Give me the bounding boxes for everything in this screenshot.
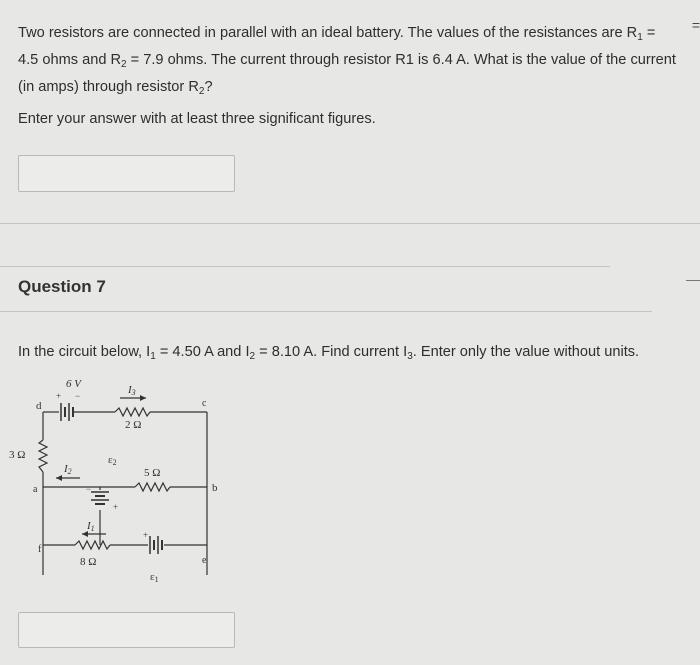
polarity-sign: +: [113, 502, 119, 512]
question-7-heading: Question 7: [18, 277, 106, 296]
resistance-label: 8 Ω: [80, 556, 97, 568]
resistor-2-ohm: [115, 408, 150, 416]
current-label: I1: [87, 520, 95, 533]
current-label: I3: [128, 384, 136, 397]
divider: [0, 223, 700, 224]
current-label: I2: [64, 463, 72, 476]
question-7-prompt: In the circuit below, $I_1 = 4.50$ A and $I_2 = 8.10$ A. Find current $I_3$. Enter only the value without units.: [18, 344, 640, 362]
resistance-label: 2 Ω: [125, 419, 142, 431]
divider: [686, 280, 700, 281]
circuit-diagram: [0, 365, 260, 595]
resistor-8-ohm: [75, 541, 110, 549]
node-label: a: [33, 484, 38, 495]
emf-label: ε1: [150, 571, 159, 584]
node-label: f: [38, 544, 42, 555]
resistor-3-ohm: [39, 440, 47, 472]
polarity-sign: −: [86, 484, 92, 494]
node-label: b: [212, 482, 218, 494]
node-label: d: [36, 400, 42, 412]
battery-label: 6 V: [66, 378, 81, 390]
cutoff-equals: =: [691, 17, 700, 33]
current-arrow: [56, 475, 62, 481]
resistance-label: 5 Ω: [144, 467, 161, 479]
answer-instruction: Enter your answer with at least three significant figures.: [18, 111, 376, 127]
current-arrow: [140, 395, 146, 401]
polarity-sign: −: [75, 391, 81, 401]
divider: [0, 311, 652, 312]
resistance-label: 3 Ω: [9, 449, 26, 461]
emf-label: ε2: [108, 454, 117, 467]
resistor-5-ohm: [135, 483, 170, 491]
divider: [0, 266, 610, 267]
question-6-text: Two resistors are connected in parallel with an ideal battery. The values of the resistances are $R_1 = 4.5$ ohms and $R_2 = 7.9$ ohms. The current through resistor R1 is 6.4 A. What is the value of the current (in amps) through resistor $R_2$?: [18, 25, 676, 97]
question-7-answer-input[interactable]: [18, 612, 235, 648]
node-label: e: [202, 555, 207, 566]
polarity-sign: +: [56, 391, 62, 401]
polarity-sign: +: [143, 530, 149, 540]
node-label: c: [202, 398, 207, 409]
question-6-answer-input[interactable]: [18, 155, 235, 192]
